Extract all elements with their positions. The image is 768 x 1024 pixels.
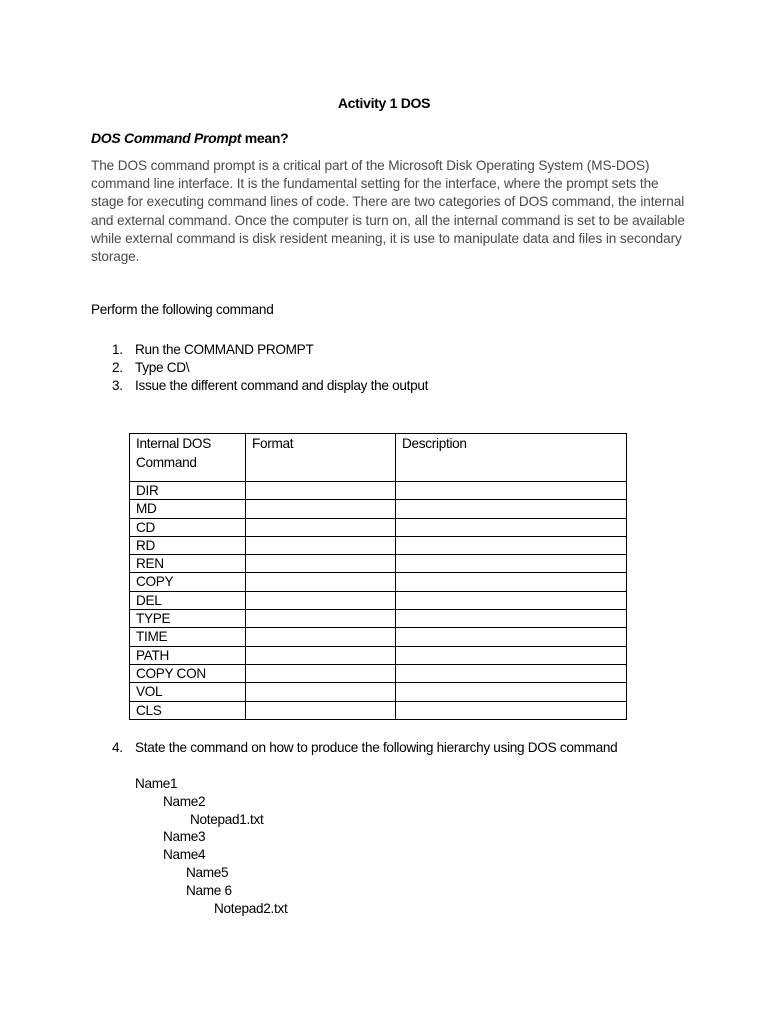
description-cell: [396, 518, 627, 536]
format-cell: [246, 628, 396, 646]
hierarchy-node-notepad2: Notepad2.txt: [214, 901, 288, 916]
format-cell: [246, 591, 396, 609]
hierarchy-node-name6: Name 6: [186, 883, 232, 898]
command-cell: CD: [130, 518, 246, 536]
table-row: [130, 518, 627, 536]
description-cell: [396, 591, 627, 609]
table-row: [130, 610, 627, 628]
format-cell: [246, 646, 396, 664]
format-cell: [246, 482, 396, 500]
command-cell: TYPE: [130, 610, 246, 628]
step-text: Run the COMMAND PROMPT: [135, 342, 314, 357]
table-row: [130, 555, 627, 573]
list-item: [91, 377, 428, 395]
step-text: Type CD\: [135, 360, 190, 376]
table-row: [130, 536, 627, 554]
table-row: [130, 591, 627, 609]
command-cell: REN: [130, 555, 246, 573]
heading-italic: DOS Command Prompt: [91, 130, 242, 146]
table-row: [130, 646, 627, 664]
header-description: Description: [396, 434, 627, 482]
heading-rest: mean?: [241, 130, 289, 146]
steps-list: [91, 341, 428, 396]
format-cell: [246, 573, 396, 591]
description-cell: [396, 683, 627, 701]
step-text: State the command on how to produce the following hierarchy using DOS command: [135, 740, 618, 755]
document-title: Activity 1 DOS: [337, 95, 431, 111]
description-cell: [396, 555, 627, 573]
command-cell: CLS: [130, 701, 246, 719]
format-cell: [246, 500, 396, 518]
perform-instruction: Perform the following command: [91, 302, 274, 317]
table-row: [130, 701, 627, 719]
description-cell: [396, 536, 627, 554]
hierarchy-node-name4: Name4: [163, 847, 206, 862]
description-cell: [396, 500, 627, 518]
format-cell: [246, 610, 396, 628]
command-cell: TIME: [130, 628, 246, 646]
hierarchy-node-notepad1: Notepad1.txt: [190, 812, 264, 827]
section-heading: [91, 130, 288, 146]
format-cell: [246, 683, 396, 701]
command-cell: DIR: [130, 482, 246, 500]
format-cell: [246, 664, 396, 682]
command-cell: DEL: [130, 591, 246, 609]
step-number: 1.: [112, 342, 123, 357]
command-cell: MD: [130, 500, 246, 518]
description-cell: [396, 573, 627, 591]
format-cell: [246, 701, 396, 719]
step-number: 2.: [112, 360, 123, 376]
header-format: Format: [246, 434, 396, 482]
table-row: [130, 573, 627, 591]
dos-commands-table: [129, 433, 627, 720]
format-cell: [246, 536, 396, 554]
step-text: Issue the different command and display the output: [135, 378, 429, 394]
format-cell: [246, 518, 396, 536]
format-cell: [246, 555, 396, 573]
intro-paragraph: The DOS command prompt is a critical part of the Microsoft Disk Operating System (MS-DOS) command line interface. It is the fundamental setting for the interface, where the prompt sets the stage for executing command lines of code. There are two categories of DOS command, the internal and external command. Once the computer is turn on, all the internal command is set to be available while external command is disk resident meaning, it is use to manipulate data and files in secondary storage.: [91, 158, 685, 265]
table-row: [130, 500, 627, 518]
header-internal-dos-command: Internal DOS Command: [130, 434, 246, 482]
table-row: [130, 482, 627, 500]
step-number: 4.: [112, 740, 123, 755]
description-cell: [396, 482, 627, 500]
description-cell: [396, 610, 627, 628]
description-cell: [396, 701, 627, 719]
description-cell: [396, 664, 627, 682]
command-cell: RD: [130, 536, 246, 554]
list-item: [91, 359, 428, 377]
list-item: [91, 341, 428, 359]
step-number: 3.: [112, 378, 123, 394]
hierarchy-node-name2: Name2: [163, 794, 206, 809]
table-row: [130, 664, 627, 682]
description-cell: [396, 628, 627, 646]
hierarchy-node-name3: Name3: [163, 829, 206, 844]
description-cell: [396, 646, 627, 664]
table-row: [130, 628, 627, 646]
hierarchy-node-name5: Name5: [186, 865, 229, 880]
command-cell: VOL: [130, 683, 246, 701]
command-cell: COPY CON: [130, 664, 246, 682]
hierarchy-node-name1: Name1: [135, 776, 178, 791]
command-cell: PATH: [130, 646, 246, 664]
table-header-row: [130, 434, 627, 482]
table-row: [130, 683, 627, 701]
command-cell: COPY: [130, 573, 246, 591]
